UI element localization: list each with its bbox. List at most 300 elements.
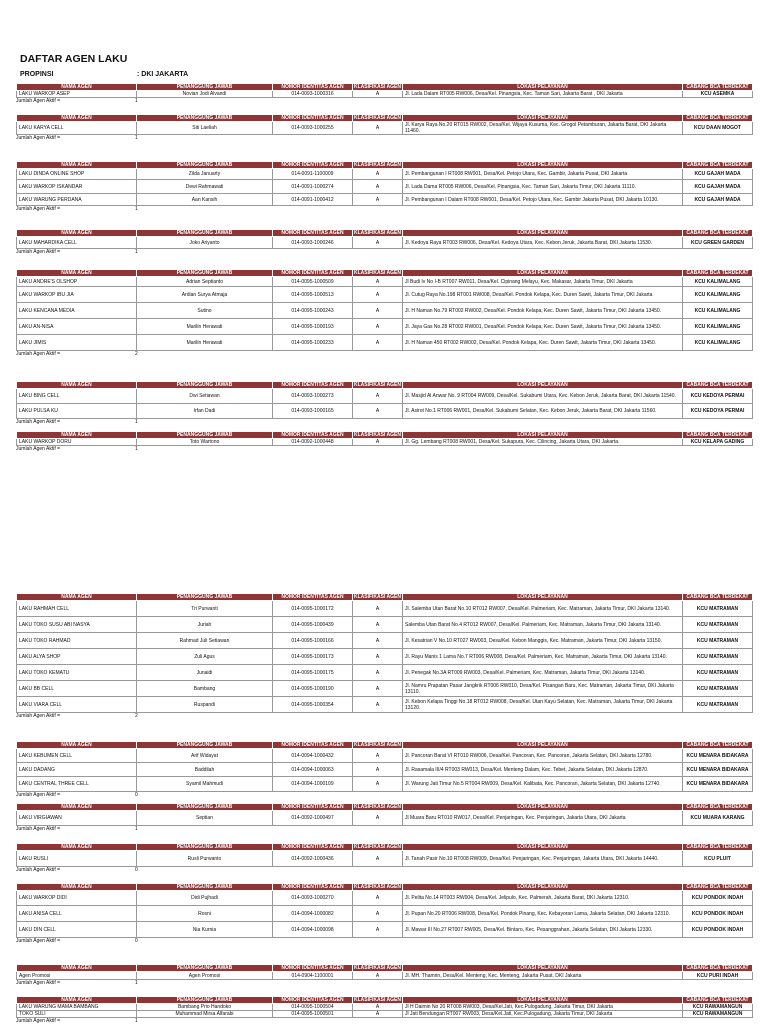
column-header: LOKASI PELAYANAN	[403, 230, 683, 237]
nearest-branch-cell: KCU PONDOK INDAH	[683, 891, 753, 906]
column-header: NAMA AGEN	[17, 844, 137, 851]
nearest-branch-cell: KCU RAWAMANGUN	[683, 1004, 753, 1011]
agent-id-cell: 014-0093-1000246	[273, 237, 353, 249]
location-cell: Jl. Karya Raya No.20 RT015 RW002, Desa/Kel. Wijaya Kusuma, Kec. Grogol Petamburan, Jakarta Barat, DKI Jakarta 11460.	[403, 122, 683, 135]
responsible-person-cell: Siti Laeliah	[137, 122, 273, 135]
classification-cell: A	[353, 749, 403, 763]
agent-name-cell: LAKU RUSLI	[17, 851, 137, 867]
nearest-branch-cell: KCU MATRAMAN	[683, 617, 753, 633]
agent-group	[16, 996, 752, 1024]
column-header: NOMOR IDENTITAS AGEN	[273, 844, 353, 851]
column-header: CABANG BCA TERDEKAT	[683, 804, 753, 811]
nearest-branch-cell: KCU PURI INDAH	[683, 972, 753, 980]
agent-name-cell: LAKU WARKOP ISKANDAR	[17, 180, 137, 194]
column-header: LOKASI PELAYANAN	[403, 270, 683, 277]
active-count-label: Jumlah Agen Aktif =	[16, 938, 61, 944]
location-cell: Jl. Kesatrian V No.10 RT027 RW003, Desa/Kel. Kebon Manggis, Kec. Matraman, Jakarta Timur, DKI Jakarta 13150.	[403, 633, 683, 649]
agent-id-cell: 014-0092-1000436	[273, 851, 353, 867]
agent-name-cell: TOKO SULI	[17, 1011, 137, 1018]
agent-name-cell: LAKU CENTRAL THREE CELL	[17, 777, 137, 792]
column-header: PENANGGUNG JAWAB	[137, 270, 273, 277]
column-header: CABANG BCA TERDEKAT	[683, 884, 753, 891]
active-count-value: 1	[135, 446, 138, 452]
nearest-branch-cell: KCU MENARA BIDAKARA	[683, 777, 753, 792]
nearest-branch-cell: KCU GAJAH MADA	[683, 194, 753, 206]
agent-table	[16, 964, 753, 980]
classification-cell: A	[353, 439, 403, 446]
table-row	[17, 763, 753, 777]
agent-id-cell: 014-0094-1000109	[273, 777, 353, 792]
responsible-person-cell: Nia Kurnia	[137, 922, 273, 938]
column-header: NAMA AGEN	[17, 84, 137, 91]
column-header: NAMA AGEN	[17, 270, 137, 277]
column-header: LOKASI PELAYANAN	[403, 432, 683, 439]
nearest-branch-cell: KCU MENARA BIDAKARA	[683, 749, 753, 763]
column-header: KLASIFIKASI AGEN	[353, 997, 402, 1003]
active-agent-count	[16, 826, 752, 833]
table-header-row	[17, 884, 753, 891]
table-row	[17, 169, 753, 180]
responsible-person-cell: Rusli Purwanto	[137, 851, 273, 867]
active-count-label: Jumlah Agen Aktif =	[16, 792, 61, 798]
table-row	[17, 681, 753, 697]
table-row	[17, 906, 753, 922]
agent-group	[16, 593, 752, 720]
active-agent-count	[16, 446, 752, 453]
table-row	[17, 617, 753, 633]
agent-id-cell: 014-0091-1000412	[273, 194, 353, 206]
agent-id-cell: 014-0095-1000509	[273, 277, 353, 287]
nearest-branch-cell: KCU KELAPA GADING	[683, 439, 753, 446]
classification-cell: A	[353, 972, 403, 980]
agent-group	[16, 803, 752, 833]
location-cell: Jl. Salemba Utan Barat No.10 RT012 RW007, Desa/Kel. Palmeriam, Kec. Matraman, Jakarta Timur, DKI Jakarta 13140.	[403, 601, 683, 617]
column-header: CABANG BCA TERDEKAT	[683, 997, 753, 1004]
location-cell: Jl. Mawar III No.27 RT007 RW005, Desa/Kel. Bintaro, Kec. Pesanggrahan, Jakarta Selatan, DKI Jakarta 12330.	[403, 922, 683, 938]
classification-cell: A	[353, 122, 403, 135]
location-cell: Jl. Pupan No.20 RT006 RW008, Desa/Kel. Pondok Pinang, Kec. Kebayoran Lama, Jakarta Selatan, DKI Jakarta 12310.	[403, 906, 683, 922]
agent-id-cell: 014-0091-1100009	[273, 169, 353, 180]
active-count-value: 1	[135, 206, 138, 212]
active-count-value: 1	[135, 419, 138, 425]
location-cell: Jl. Pelita No.14 RT003 RW004, Desa/Kel. Jelipulo, Kec. Palmerah, Jakarta Barat, DKI Jakarta 12310.	[403, 891, 683, 906]
column-header: NOMOR IDENTITAS AGEN	[273, 162, 353, 169]
active-count-value: 1	[135, 98, 138, 104]
agent-id-cell: 014-0091-1000274	[273, 180, 353, 194]
active-count-label: Jumlah Agen Aktif =	[16, 135, 61, 141]
table-row	[17, 439, 753, 446]
column-header: CABANG BCA TERDEKAT	[683, 432, 753, 439]
column-header: KLASIFIKASI AGEN	[353, 115, 402, 121]
location-cell: Jl. Gg. Lembang RT008 RW001, Desa/Kel. Sukapura, Kec. Cilincing, Jakarta Utara, DKI Jakarta.	[403, 439, 683, 446]
column-header: LOKASI PELAYANAN	[403, 162, 683, 169]
classification-cell: A	[353, 1011, 403, 1018]
classification-cell: A	[353, 763, 403, 777]
column-header: LOKASI PELAYANAN	[403, 804, 683, 811]
column-header: NOMOR IDENTITAS AGEN	[273, 382, 353, 389]
location-cell: Jl H Daimin No 20 RT008 RW003, Desa/Kel.Jati, Kec.Pulogadung, Jakarta Timur, DKI Jakarta	[403, 1004, 683, 1011]
agent-name-cell: LAKU KENCANA MEDIA	[17, 303, 137, 319]
table-row	[17, 649, 753, 665]
column-header: KLASIFIKASI AGEN	[353, 162, 402, 168]
location-cell: Jl. Warung Jati Timur No.5 RT004 RW009, Desa/Kel. Kalibata, Kec. Pancoran, Jakarta Selatan, DKI Jakarta 12740.	[403, 777, 683, 792]
table-header-row	[17, 115, 753, 122]
active-count-value: 1	[135, 1018, 138, 1024]
responsible-person-cell: Ruspandi	[137, 697, 273, 713]
agent-id-cell: 014-0095-1000233	[273, 335, 353, 351]
responsible-person-cell: Novian Jodi Alvandi	[137, 91, 273, 98]
agent-name-cell: LAKU MAHARDIKA CELL	[17, 237, 137, 249]
table-row	[17, 91, 753, 98]
table-row	[17, 404, 753, 419]
province-value: : DKI JAKARTA	[137, 71, 189, 78]
column-header: CABANG BCA TERDEKAT	[683, 382, 753, 389]
table-header-row	[17, 997, 753, 1004]
column-header: PENANGGUNG JAWAB	[137, 230, 273, 237]
responsible-person-cell: Adrian Septianto	[137, 277, 273, 287]
active-agent-count	[16, 713, 752, 720]
table-row	[17, 972, 753, 980]
agent-id-cell: 014-0095-1000504	[273, 1004, 353, 1011]
location-cell: Jl Muara Baru RT010 RW017, Desa/Kel. Penjaringan, Kec. Penjaringan, Jakarta Utara, DKI Jakarta	[403, 811, 683, 826]
column-header: KLASIFIKASI AGEN	[353, 844, 402, 850]
column-header: KLASIFIKASI AGEN	[353, 804, 402, 810]
active-agent-count	[16, 938, 752, 945]
column-header: KLASIFIKASI AGEN	[353, 965, 402, 971]
column-header: NAMA AGEN	[17, 742, 137, 749]
column-header: PENANGGUNG JAWAB	[137, 965, 273, 972]
column-header: KLASIFIKASI AGEN	[353, 432, 402, 438]
active-count-label: Jumlah Agen Aktif =	[16, 1018, 61, 1024]
nearest-branch-cell: KCU MATRAMAN	[683, 697, 753, 713]
nearest-branch-cell: KCU GAJAH MADA	[683, 169, 753, 180]
active-count-label: Jumlah Agen Aktif =	[16, 419, 61, 425]
responsible-person-cell: Rahmad Juli Setiawan	[137, 633, 273, 649]
column-header: NOMOR IDENTITAS AGEN	[273, 742, 353, 749]
agent-name-cell: LAKU WARKOP DIDI	[17, 891, 137, 906]
column-header: KLASIFIKASI AGEN	[353, 382, 402, 388]
location-cell: Jl. Rasamala III/4 RT003 RW013, Desa/Kel. Menteng Dalam, Kec. Tebet, Jakarta Selatan, DKI Jakarta 12870.	[403, 763, 683, 777]
agent-name-cell: LAKU KARYA CELL	[17, 122, 137, 135]
column-header: PENANGGUNG JAWAB	[137, 594, 273, 601]
column-header: NOMOR IDENTITAS AGEN	[273, 84, 353, 91]
responsible-person-cell: Dewi Rahmawati	[137, 180, 273, 194]
column-header: CABANG BCA TERDEKAT	[683, 162, 753, 169]
agent-id-cell: 014-0095-1000501	[273, 1011, 353, 1018]
responsible-person-cell: Muhammad Mirsa Alfarabi	[137, 1011, 273, 1018]
agent-table	[16, 161, 753, 206]
table-header-row	[17, 594, 753, 601]
column-header: NOMOR IDENTITAS AGEN	[273, 965, 353, 972]
nearest-branch-cell: KCU DAAN MOGOT	[683, 122, 753, 135]
agent-group	[16, 964, 752, 987]
classification-cell: A	[353, 389, 403, 404]
location-cell: Jl. Tanah Pasir No.10 RT008 RW009, Desa/Kel. Penjaringan, Kec. Penjaringan, Jakarta Utara, DKI Jakarta 14440.	[403, 851, 683, 867]
classification-cell: A	[353, 404, 403, 419]
column-header: LOKASI PELAYANAN	[403, 997, 683, 1004]
nearest-branch-cell: KCU KEDOYA PERMAI	[683, 389, 753, 404]
active-count-value: 1	[135, 826, 138, 832]
column-header: CABANG BCA TERDEKAT	[683, 594, 753, 601]
column-header: CABANG BCA TERDEKAT	[683, 742, 753, 749]
responsible-person-cell: Rosni	[137, 906, 273, 922]
column-header: NOMOR IDENTITAS AGEN	[273, 804, 353, 811]
agent-id-cell: 014-0094-1000063	[273, 763, 353, 777]
table-header-row	[17, 804, 753, 811]
classification-cell: A	[353, 617, 403, 633]
agent-id-cell: 014-0093-1000270	[273, 891, 353, 906]
nearest-branch-cell: KCU KALIMALANG	[683, 319, 753, 335]
column-header: PENANGGUNG JAWAB	[137, 162, 273, 169]
table-row	[17, 1011, 753, 1018]
location-cell: Jl. Rayu Manis 1 Lama No.7 RT006 RW008, Desa/Kel. Palmeriam, Kec. Matraman, Jakarta Timur, DKI Jakarta 13140.	[403, 649, 683, 665]
table-row	[17, 194, 753, 206]
nearest-branch-cell: KCU KALIMALANG	[683, 287, 753, 303]
column-header: CABANG BCA TERDEKAT	[683, 965, 753, 972]
responsible-person-cell: Syamil Mahmudi	[137, 777, 273, 792]
classification-cell: A	[353, 665, 403, 681]
table-header-row	[17, 84, 753, 91]
responsible-person-cell: Didi Pujhadi	[137, 891, 273, 906]
nearest-branch-cell: KCU MATRAMAN	[683, 665, 753, 681]
column-header: LOKASI PELAYANAN	[403, 594, 683, 601]
location-cell: Jl. Pancoran Barat VI RT010 RW006, Desa/Kel. Pancoran, Kec. Pancoran, Jakarta Selatan, DKI Jakarta 12780.	[403, 749, 683, 763]
agent-name-cell: LAKU VIRGIAWAN	[17, 811, 137, 826]
agent-id-cell: 014-0092-1000497	[273, 811, 353, 826]
column-header: PENANGGUNG JAWAB	[137, 844, 273, 851]
active-agent-count	[16, 419, 752, 426]
column-header: NAMA AGEN	[17, 230, 137, 237]
column-header: PENANGGUNG JAWAB	[137, 884, 273, 891]
location-cell: Jl. Masjid Al Anwar No. 9 RT004 RW009, Desa/Kel. Sukabumi Utara, Kec. Kebon Jeruk, Jakarta Barat, DKI Jakarta 11540.	[403, 389, 683, 404]
column-header: NAMA AGEN	[17, 804, 137, 811]
nearest-branch-cell: KCU KALIMALANG	[683, 277, 753, 287]
location-cell: Jl. Kebon Kelapa Tinggi No.18 RT012 RW008, Desa/Kel. Utan Kayu Selatan, Kec. Matraman, Jakarta Timur, DKI Jakarta 13120.	[403, 697, 683, 713]
column-header: CABANG BCA TERDEKAT	[683, 230, 753, 237]
agent-id-cell: 014-0092-1000448	[273, 439, 353, 446]
agent-id-cell: 014-0095-1000243	[273, 303, 353, 319]
agent-id-cell: 014-0095-1000172	[273, 601, 353, 617]
active-agent-count	[16, 135, 752, 142]
agent-name-cell: LAKU DINDA ONLINE SHOP	[17, 169, 137, 180]
column-header: KLASIFIKASI AGEN	[353, 230, 402, 236]
nearest-branch-cell: KCU PONDOK INDAH	[683, 906, 753, 922]
agent-id-cell: 014-0093-1000273	[273, 389, 353, 404]
active-count-label: Jumlah Agen Aktif =	[16, 826, 61, 832]
column-header: NAMA AGEN	[17, 115, 137, 122]
classification-cell: A	[353, 1004, 403, 1011]
agent-name-cell: LAKU WARUNG PERDANA	[17, 194, 137, 206]
agent-group	[16, 381, 752, 426]
location-cell: Jl. Kedoya Raya RT003 RW006, Desa/Kel. Kedoya Utara, Kec. Kebon Jeruk, Jakarta Barat, DKI Jakarta 11530.	[403, 237, 683, 249]
active-count-value: 1	[135, 980, 138, 986]
nearest-branch-cell: KCU PONDOK INDAH	[683, 922, 753, 938]
agent-table	[16, 803, 753, 826]
table-header-row	[17, 844, 753, 851]
column-header: PENANGGUNG JAWAB	[137, 997, 273, 1004]
province-label: PROPINSI	[20, 71, 54, 78]
classification-cell: A	[353, 169, 403, 180]
nearest-branch-cell: KCU MUARA KARANG	[683, 811, 753, 826]
column-header: KLASIFIKASI AGEN	[353, 594, 402, 600]
nearest-branch-cell: KCU KEDOYA PERMAI	[683, 404, 753, 419]
classification-cell: A	[353, 922, 403, 938]
classification-cell: A	[353, 891, 403, 906]
column-header: KLASIFIKASI AGEN	[353, 742, 402, 748]
responsible-person-cell: Sutino	[137, 303, 273, 319]
column-header: PENANGGUNG JAWAB	[137, 382, 273, 389]
active-agent-count	[16, 1018, 752, 1024]
agent-table	[16, 381, 753, 419]
agent-name-cell: LAKU BB CELL	[17, 681, 137, 697]
classification-cell: A	[353, 303, 403, 319]
nearest-branch-cell: KCU GAJAH MADA	[683, 180, 753, 194]
table-row	[17, 389, 753, 404]
location-cell: Jl. MH. Thamrin, Desa/Kel. Menteng, Kec. Menteng, Jakarta Pusat, DKI Jakarta	[403, 972, 683, 980]
nearest-branch-cell: KCU GREEN GARDEN	[683, 237, 753, 249]
column-header: KLASIFIKASI AGEN	[353, 270, 402, 276]
table-header-row	[17, 965, 753, 972]
table-row	[17, 335, 753, 351]
column-header: NOMOR IDENTITAS AGEN	[273, 594, 353, 601]
classification-cell: A	[353, 287, 403, 303]
column-header: LOKASI PELAYANAN	[403, 382, 683, 389]
table-row	[17, 922, 753, 938]
agent-name-cell: LAKU AN-NISA	[17, 319, 137, 335]
column-header: NAMA AGEN	[17, 965, 137, 972]
column-header: LOKASI PELAYANAN	[403, 84, 683, 91]
agent-group	[16, 431, 752, 453]
location-cell: Jl. Jaya Gas No.28 RT002 RW001, Desa/Kel. Pondok Kelapa, Kec. Duren Sawit, Jakarta Timur, DKI Jakarta 13450.	[403, 319, 683, 335]
responsible-person-cell: Marilin Herawati	[137, 319, 273, 335]
agent-id-cell: 014-0093-1000316	[273, 91, 353, 98]
table-row	[17, 180, 753, 194]
responsible-person-cell: Zilda Januarty	[137, 169, 273, 180]
active-agent-count	[16, 980, 752, 987]
agent-name-cell: Agen Promosi	[17, 972, 137, 980]
responsible-person-cell: Agen Promosi	[137, 972, 273, 980]
location-cell: Jl. Namru Prapatan Pasar Jangkrik RT006 RW010, Desa/Kel. Pisangan Baru, Kec. Matraman, Jakarta Timur, DKI Jakarta 13110.	[403, 681, 683, 697]
agent-table	[16, 741, 753, 792]
column-header: NAMA AGEN	[17, 162, 137, 169]
responsible-person-cell: Toto Wartono	[137, 439, 273, 446]
active-count-value: 2	[135, 713, 138, 719]
active-count-label: Jumlah Agen Aktif =	[16, 446, 61, 452]
column-header: PENANGGUNG JAWAB	[137, 804, 273, 811]
active-agent-count	[16, 867, 752, 874]
table-row	[17, 601, 753, 617]
agent-group	[16, 114, 752, 142]
classification-cell: A	[353, 697, 403, 713]
agent-table	[16, 431, 753, 446]
classification-cell: A	[353, 277, 403, 287]
location-cell: Jl. Lada Dama RT005 RW006, Desa/Kel. Pinangsia, Kec. Taman Sari, Jakarta Timur, DKI Jakarta 11110.	[403, 180, 683, 194]
column-header: NOMOR IDENTITAS AGEN	[273, 270, 353, 277]
agent-table	[16, 269, 753, 351]
column-header: LOKASI PELAYANAN	[403, 844, 683, 851]
agent-name-cell: LAKU ALYA SHOP	[17, 649, 137, 665]
active-count-value: 1	[135, 135, 138, 141]
column-header: NOMOR IDENTITAS AGEN	[273, 230, 353, 237]
responsible-person-cell: Dwi Setiawan	[137, 389, 273, 404]
table-header-row	[17, 162, 753, 169]
classification-cell: A	[353, 777, 403, 792]
agent-name-cell: LAKU WARUNG MAMA BAMBANG	[17, 1004, 137, 1011]
nearest-branch-cell: KCU MENARA BIDAKARA	[683, 763, 753, 777]
column-header: LOKASI PELAYANAN	[403, 965, 683, 972]
active-agent-count	[16, 206, 752, 213]
agent-table	[16, 83, 753, 98]
active-count-label: Jumlah Agen Aktif =	[16, 980, 61, 986]
responsible-person-cell: Baddilah	[137, 763, 273, 777]
column-header: CABANG BCA TERDEKAT	[683, 270, 753, 277]
province-row	[20, 71, 189, 78]
active-count-value: 0	[135, 938, 138, 944]
nearest-branch-cell: KCU MATRAMAN	[683, 649, 753, 665]
responsible-person-cell: Marilin Herawati	[137, 335, 273, 351]
agent-name-cell: LAKU DADANG	[17, 763, 137, 777]
agent-id-cell: 014-0904-1100001	[273, 972, 353, 980]
agent-name-cell: LAKU DIN CELL	[17, 922, 137, 938]
agent-id-cell: 014-0095-1000190	[273, 681, 353, 697]
agent-table	[16, 843, 753, 867]
table-row	[17, 1004, 753, 1011]
active-count-label: Jumlah Agen Aktif =	[16, 206, 61, 212]
location-cell: Jl. Penegak No.3A RT009 RW003, Desa/Kel. Palmeriam, Kec. Matraman, Jakarta Timur, DKI Jakarta 13140.	[403, 665, 683, 681]
agent-id-cell: 014-0095-1000193	[273, 319, 353, 335]
agent-group	[16, 269, 752, 358]
table-row	[17, 633, 753, 649]
location-cell: Jl. Lada Dalam RT005 RW006, Desa/Kel. Pinangsia, Kec. Taman Sari, Jakarta Barat , DKI Jakarta	[403, 91, 683, 98]
classification-cell: A	[353, 335, 403, 351]
agent-table	[16, 996, 753, 1018]
agent-name-cell: LAKU TOKO RAHMAD	[17, 633, 137, 649]
table-row	[17, 777, 753, 792]
agent-table	[16, 229, 753, 249]
agent-name-cell: LAKU ANISA CELL	[17, 906, 137, 922]
agent-group	[16, 161, 752, 213]
table-header-row	[17, 742, 753, 749]
table-row	[17, 319, 753, 335]
nearest-branch-cell: KCU MATRAMAN	[683, 633, 753, 649]
location-cell: Jl. Cutug Raya No.198 RT001 RW008, Desa/Kel. Pondok Kelapa, Kec. Duren Sawit, Jakarta Timur, DKI Jakarta	[403, 287, 683, 303]
classification-cell: A	[353, 851, 403, 867]
column-header: LOKASI PELAYANAN	[403, 742, 683, 749]
column-header: NAMA AGEN	[17, 382, 137, 389]
nearest-branch-cell: KCU MATRAMAN	[683, 601, 753, 617]
agent-name-cell: LAKU PULSA KU	[17, 404, 137, 419]
active-count-label: Jumlah Agen Aktif =	[16, 867, 61, 873]
active-agent-count	[16, 792, 752, 799]
agent-id-cell: 014-0095-1000439	[273, 617, 353, 633]
table-header-row	[17, 432, 753, 439]
column-header: KLASIFIKASI AGEN	[353, 84, 402, 90]
agent-name-cell: LAKU TOKO SUSU ABI NASYA	[17, 617, 137, 633]
table-row	[17, 891, 753, 906]
agent-name-cell: LAKU JIMIS	[17, 335, 137, 351]
column-header: CABANG BCA TERDEKAT	[683, 84, 753, 91]
column-header: NAMA AGEN	[17, 884, 137, 891]
classification-cell: A	[353, 91, 403, 98]
location-cell: Jl. Pembangunan I Dalam RT008 RW001, Desa/Kel. Petojo Utara, Kec. Gambir Jakarta Pusat, DKI Jakarta 10130.	[403, 194, 683, 206]
responsible-person-cell: Joko Ariyanto	[137, 237, 273, 249]
responsible-person-cell: Bambang	[137, 681, 273, 697]
classification-cell: A	[353, 811, 403, 826]
agent-id-cell: 014-0095-1000173	[273, 649, 353, 665]
agent-id-cell: 014-0093-1000165	[273, 404, 353, 419]
location-cell: Jl. H Naman No.79 RT002 RW002, Desa/Kel. Pondok Kelapa, Kec. Duren Sawit, Jakarta Timur, DKI Jakarta 13450.	[403, 303, 683, 319]
location-cell: Jl. Asirot No.1 RT006 RW001, Desa/Kel. Sukabumi Selatan, Kec. Kebon Jeruk, Jakarta Barat, DKI Jakarta 11560.	[403, 404, 683, 419]
